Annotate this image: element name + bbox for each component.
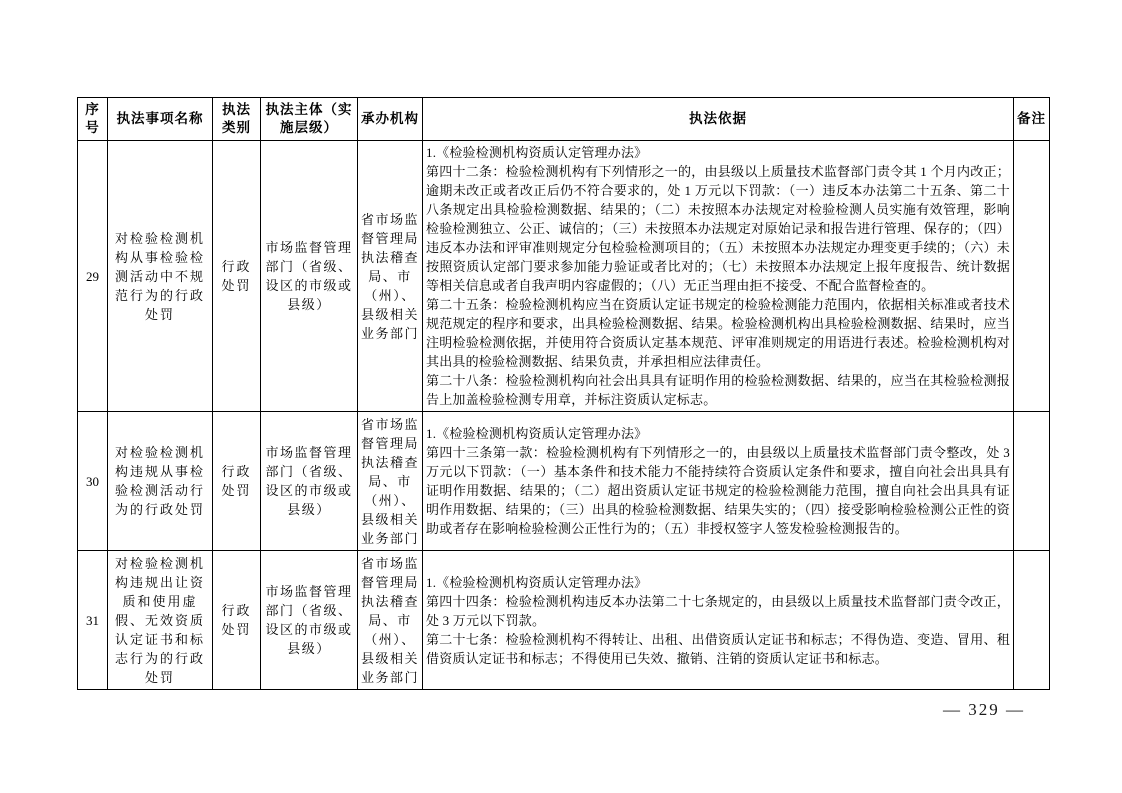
enforcement-items-table	[77, 97, 1050, 690]
item-name: 对检验检测机构违规从事检验检测活动行为的行政处罚	[108, 412, 213, 551]
basis-paragraph: 1.《检验检测机构资质认定管理办法》	[426, 426, 648, 441]
page-number: — 329 —	[943, 700, 1025, 719]
agency: 省市场监督管理局执法稽查局、市（州）、县级相关业务部门	[358, 412, 423, 551]
serial-number: 29	[78, 141, 108, 412]
basis	[423, 551, 1014, 690]
basis	[423, 412, 1014, 551]
basis	[423, 141, 1014, 412]
basis-paragraph: 第四十四条：检验检测机构违反本办法第二十七条规定的，由县级以上质量技术监督部门责令改正，处 3 万元以下罚款。	[426, 593, 1010, 628]
subject: 市场监督管理部门（省级、设区的市级或县级）	[261, 551, 358, 690]
basis-paragraph: 第二十五条：检验检测机构应当在资质认定证书规定的检验检测能力范围内，依据相关标准或者技术规范规定的程序和要求，出具检验检测数据、结果。检验检测机构出具检验检测数据、结果时，应当注明检验检测依据，并使用符合资质认定基本规范、评审准则规定的用语进行表述。检验检测机构对其出具的检验检测数据、结果负责，并承担相应法律责任。	[426, 297, 1010, 369]
item-name: 对检验检测机构从事检验检测活动中不规范行为的行政处罚	[108, 141, 213, 412]
category: 行政处罚	[213, 412, 261, 551]
basis-paragraph: 第四十二条：检验检测机构有下列情形之一的，由县级以上质量技术监督部门责令其 1 个月内改正；逾期未改正或者改正后仍不符合要求的，处 1 万元以下罚款：（一）违反本办法第二十五条、第二十八条规定出具检验检测数据、结果的；（二）未按照本办法规定对检验检测人员实施有效管理，影响检验检测独立、公正、诚信的；（三）未按照本办法规定对原始记录和报告进行管理、保存的；（四）违反本办法和评审准则规定分包检验检测项目的；（五）未按照本办法规定办理变更手续的；（六）未按照资质认定部门要求参加能力验证或者比对的；（七）未按照本办法规定上报年度报告、统计数据等相关信息或者自我声明内容虚假的；（八）无正当理由拒不接受、不配合监督检查的。	[426, 164, 1010, 293]
header-remark: 备注	[1014, 98, 1050, 141]
header-subject: 执法主体（实施层级）	[261, 98, 358, 141]
serial-number: 30	[78, 412, 108, 551]
table-row-30	[78, 412, 1050, 551]
remark	[1014, 141, 1050, 412]
category: 行政处罚	[213, 141, 261, 412]
header-agency: 承办机构	[358, 98, 423, 141]
remark	[1014, 551, 1050, 690]
basis-paragraph: 1.《检验检测机构资质认定管理办法》	[426, 145, 648, 160]
table-header-row	[78, 98, 1050, 141]
agency: 省市场监督管理局执法稽查局、市（州）、县级相关业务部门	[358, 551, 423, 690]
header-serial-number: 序号	[78, 98, 108, 141]
basis-paragraph: 第四十三条第一款：检验检测机构有下列情形之一的，由县级以上质量技术监督部门责令整改，处 3 万元以下罚款：（一）基本条件和技术能力不能持续符合资质认定条件和要求，擅自向社会出具具有证明作用数据、结果的；（二）超出资质认定证书规定的检验检测能力范围，擅自向社会出具具有证明作用数据、结果的；（三）出具的检验检测数据、结果失实的；（四）接受影响检验检测公正性的资助或者存在影响检验检测公正性行为的；（五）非授权签字人签发检验检测报告的。	[426, 445, 1010, 536]
table-row-31	[78, 551, 1050, 690]
subject: 市场监督管理部门（省级、设区的市级或县级）	[261, 141, 358, 412]
header-category: 执法类别	[213, 98, 261, 141]
agency: 省市场监督管理局执法稽查局、市（州）、县级相关业务部门	[358, 141, 423, 412]
basis-paragraph: 第二十七条：检验检测机构不得转让、出租、出借资质认定证书和标志；不得伪造、变造、冒用、租借资质认定证书和标志；不得使用已失效、撤销、注销的资质认定证书和标志。	[426, 631, 1010, 666]
header-basis: 执法依据	[423, 98, 1014, 141]
subject: 市场监督管理部门（省级、设区的市级或县级）	[261, 412, 358, 551]
category: 行政处罚	[213, 551, 261, 690]
table-row-29	[78, 141, 1050, 412]
remark	[1014, 412, 1050, 551]
serial-number: 31	[78, 551, 108, 690]
header-item-name: 执法事项名称	[108, 98, 213, 141]
item-name: 对检验检测机构违规出让资质和使用虚假、无效资质认定证书和标志行为的行政处罚	[108, 551, 213, 690]
basis-paragraph: 第二十八条：检验检测机构向社会出具具有证明作用的检验检测数据、结果的，应当在其检验检测报告上加盖检验检测专用章，并标注资质认定标志。	[426, 373, 1010, 407]
basis-paragraph: 1.《检验检测机构资质认定管理办法》	[426, 574, 648, 590]
